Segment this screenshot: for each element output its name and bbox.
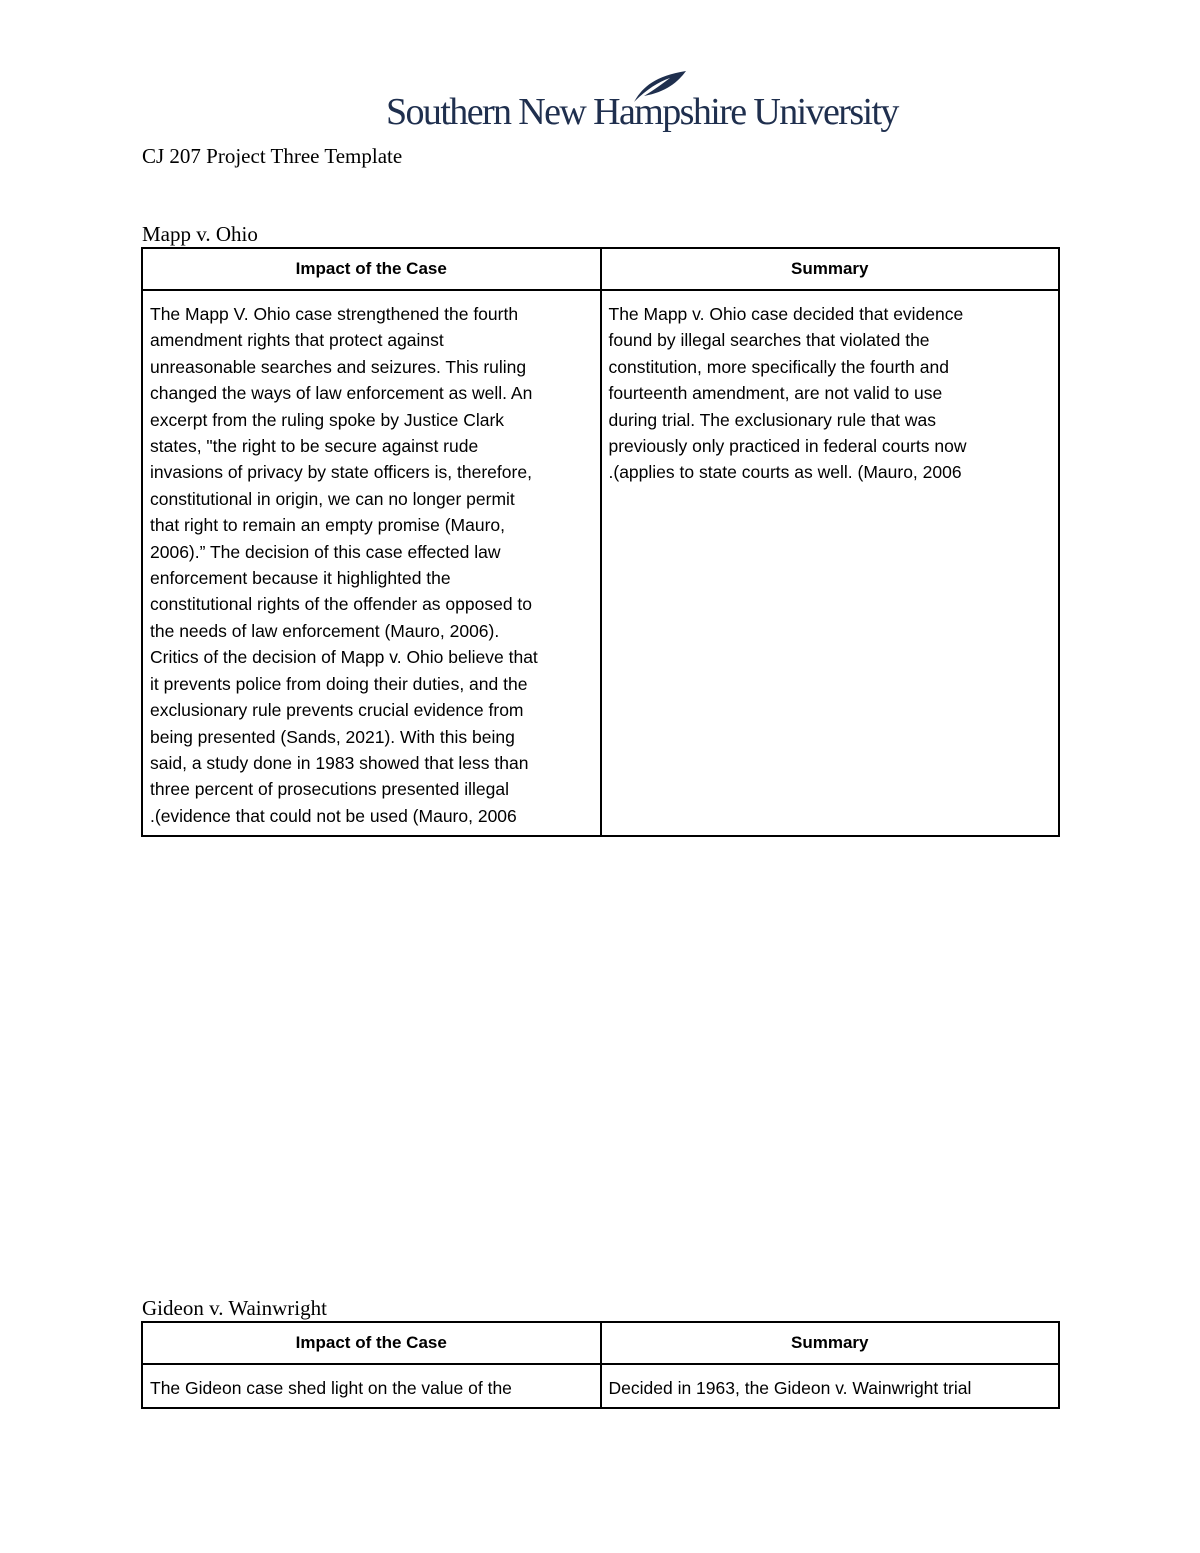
impact-cell [142,1364,601,1408]
summary-text: Decided in 1963, the Gideon v. Wainwright trial [608,1378,972,1398]
table-row [142,1364,1059,1408]
feather-icon [628,68,690,104]
column-header-impact: Impact of the Case [142,1322,601,1364]
impact-text: The Mapp V. Ohio case strengthened the fourth amendment rights that protect against unreasonable searches and seizures. This ruling changed the ways of law enforcement as well. An excerpt from the ruling spoke by Justice Clark states, "the right to be secure against rude invasions of privacy by state officers is, therefore, constitutional in origin, we can no longer permit that right to remain an empty promise (Mauro, 2006).” The decision of this case effected law enforcement because it highlighted the constitutional rights of the offender as opposed to the needs of law enforcement (Mauro, 2006). Critics of the decision of Mapp v. Ohio believe that it prevents police from doing their duties, and the exclusionary rule prevents crucial evidence from being presented (Sands, 2021). With this being said, a study done in 1983 showed that less than three percent of prosecutions presented illegal .(evidence that could not be used (Mauro, 2006 [150,304,538,826]
case-table-mapp [141,247,1060,837]
table-row [142,290,1059,836]
column-header-impact: Impact of the Case [142,248,601,290]
university-logo [386,68,898,138]
column-header-summary: Summary [601,1322,1060,1364]
summary-cell [601,1364,1060,1408]
table-header-row [142,1322,1059,1364]
case-heading-gideon: Gideon v. Wainwright [142,1296,327,1320]
logo-wordmark: Southern New Hampshire University [386,91,898,133]
document-title: CJ 207 Project Three Template [142,144,403,168]
case-heading-mapp: Mapp v. Ohio [142,222,258,246]
table-header-row [142,248,1059,290]
column-header-summary: Summary [601,248,1060,290]
summary-text: The Mapp v. Ohio case decided that evidence found by illegal searches that violated the constitution, more specifically the fourth and fourteenth amendment, are not valid to use during trial. The exclusionary rule that was previously only practiced in federal courts now .(applies to state courts as well. (Mauro, 2006 [608,304,967,483]
case-table-gideon [141,1321,1060,1409]
impact-cell [142,290,601,836]
impact-text: The Gideon case shed light on the value of the [150,1378,512,1398]
summary-cell [601,290,1060,836]
